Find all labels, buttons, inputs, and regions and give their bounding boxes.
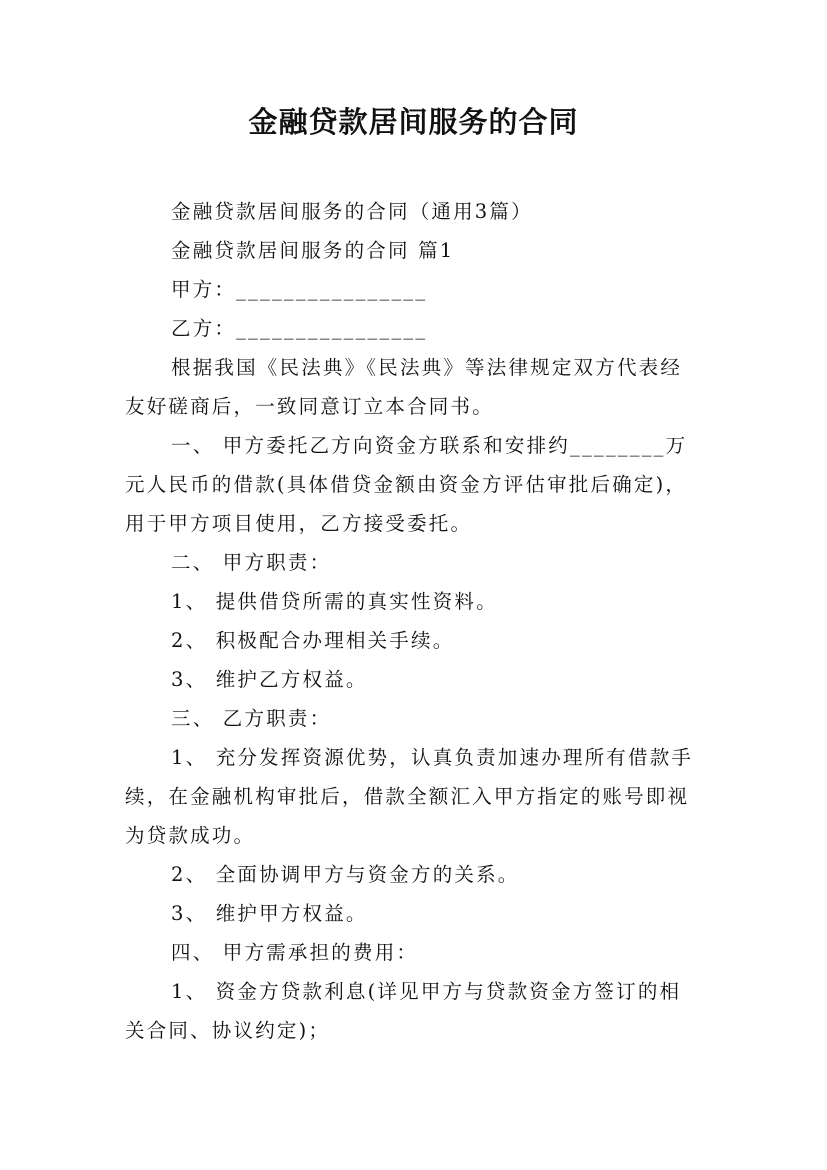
list-item [125,582,715,621]
party-a-line [125,270,715,309]
list-item-cont [125,777,715,816]
text-line: 三、 乙方职责： [171,707,332,730]
text-line: 1、 充分发挥资源优势，认真负责加速办理所有借款手 [171,746,694,769]
section-heading [125,231,715,270]
text-line: 1、 资金方贷款利息(详见甲方与贷款资金方签订的相 [171,980,682,1003]
text-line: 甲方：________________ [171,278,428,301]
document-body [125,192,715,1050]
list-item [125,855,715,894]
text-line: 续，在金融机构审批后，借款全额汇入甲方指定的账号即视 [125,785,690,808]
clause-1 [125,426,715,465]
text-line: 根据我国《民法典》《民法典》等法律规定双方代表经 [171,356,683,379]
text-line: 金融贷款居间服务的合同（通用3篇） [171,200,533,223]
text-line: 为贷款成功。 [125,824,256,847]
clause-3-heading [125,699,715,738]
text-line: 3、 维护甲方权益。 [171,902,368,925]
subtitle-line [125,192,715,231]
list-item-cont [125,1011,715,1050]
paragraph-preamble-cont [125,387,715,426]
text-line: 友好磋商后，一致同意订立本合同书。 [125,395,494,418]
text-line: 3、 维护乙方权益。 [171,668,368,691]
list-item [125,972,715,1011]
text-line: 元人民币的借款(具体借贷金额由资金方评估审批后确定)， [125,473,688,496]
party-b-line [125,309,715,348]
clause-4-heading [125,933,715,972]
text-line: 四、 甲方需承担的费用： [171,941,419,964]
clause-1-cont [125,504,715,543]
text-line: 2、 全面协调甲方与资金方的关系。 [171,863,520,886]
list-item [125,621,715,660]
text-line: 1、 提供借贷所需的真实性资料。 [171,590,498,613]
text-line: 一、 甲方委托乙方向资金方联系和安排约________万 [171,434,688,457]
text-line: 关合同、协议约定)； [125,1019,331,1042]
text-line: 2、 积极配合办理相关手续。 [171,629,455,652]
list-item [125,894,715,933]
text-line: 用于甲方项目使用，乙方接受委托。 [125,512,473,535]
clause-1-cont [125,465,715,504]
list-item [125,738,715,777]
paragraph-preamble [125,348,715,387]
text-line: 金融贷款居间服务的合同 篇1 [171,239,455,262]
text-line: 乙方：________________ [171,317,428,340]
list-item [125,660,715,699]
document-title: 金融贷款居间服务的合同 [248,105,579,139]
text-line: 二、 甲方职责： [171,551,332,574]
list-item-cont [125,816,715,855]
clause-2-heading [125,543,715,582]
